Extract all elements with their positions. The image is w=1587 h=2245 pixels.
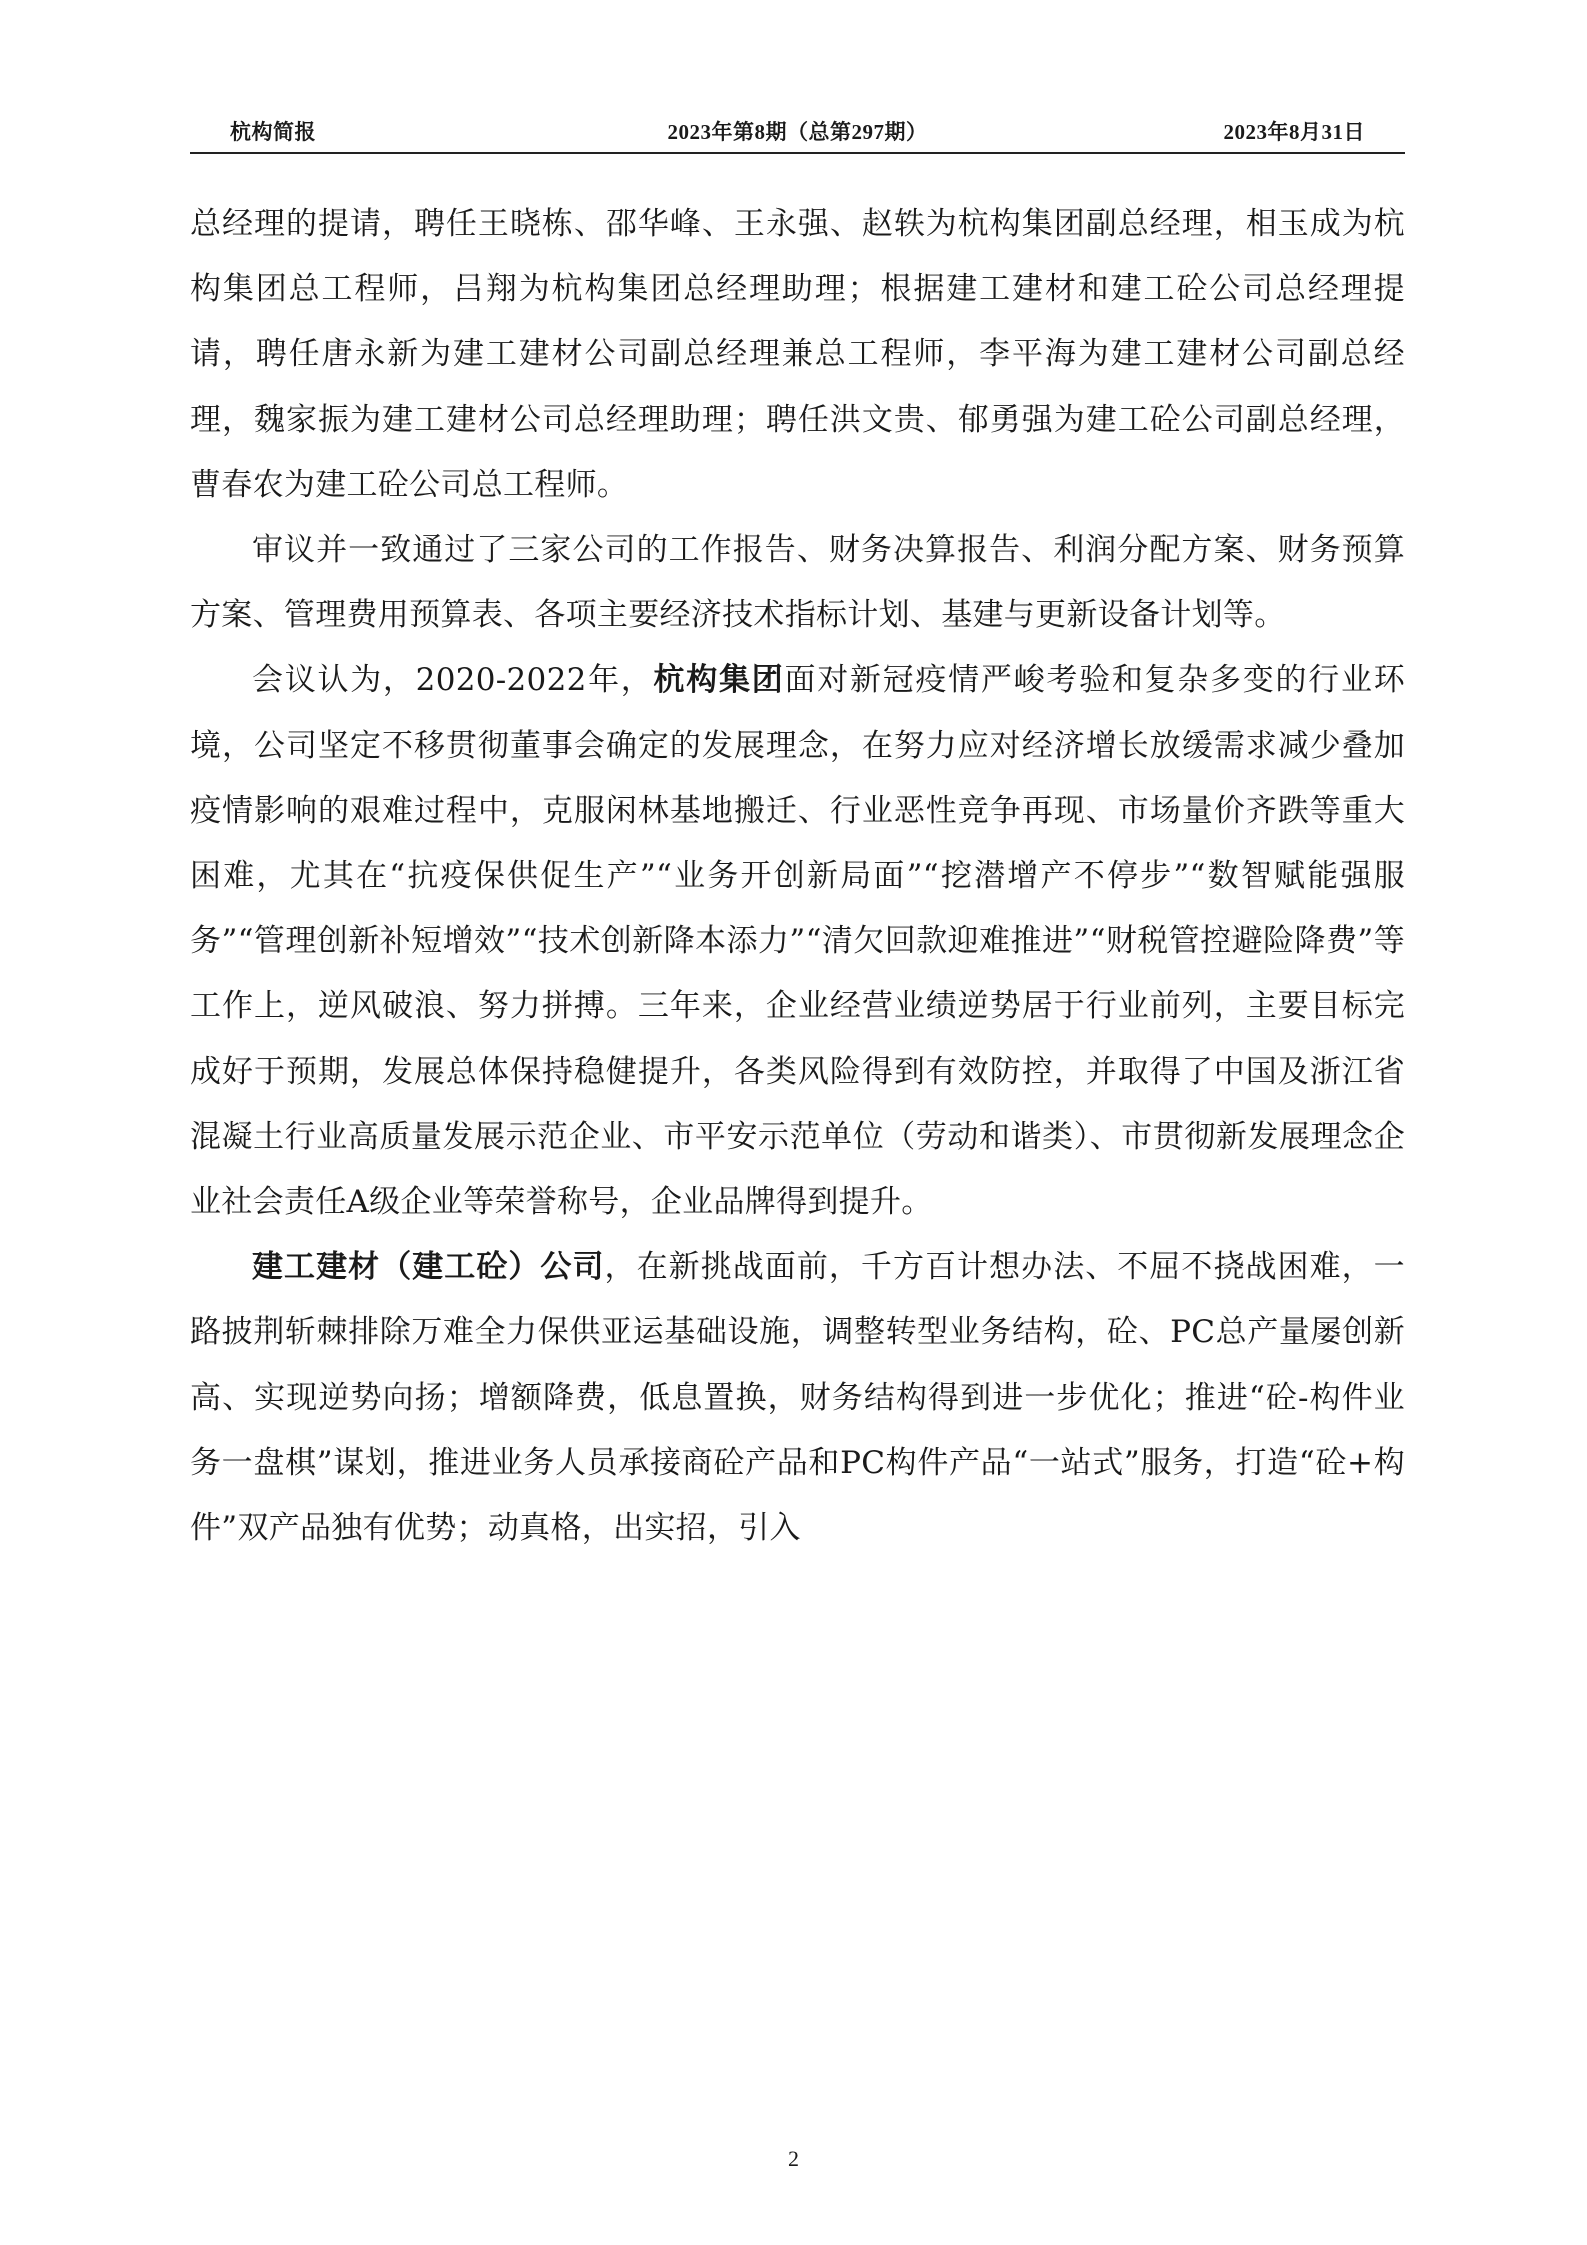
paragraph-text: 审议并一致通过了三家公司的工作报告、财务决算报告、利润分配方案、财务预算方案、管理费用预算表、各项主要经济技术指标计划、基建与更新设备计划等。 [190,532,1405,634]
paragraph-lead: 会议认为，2020-2022年， [252,662,654,699]
header-issue: 2023年第8期（总第297期） [667,120,928,144]
paragraph-appointments [190,192,1405,518]
page-number: 2 [788,2146,799,2171]
paragraph-bold-subject: 杭构集团 [653,662,785,699]
paragraph-bold-subject: 建工建材（建工砼）公司 [252,1249,605,1286]
paragraph-group-review [190,648,1405,1235]
paragraph-subsidiary-review [190,1235,1405,1561]
header-publication-name: 杭构简报 [230,120,316,144]
paragraph-reports-approved [190,518,1405,648]
paragraph-text: 面对新冠疫情严峻考验和复杂多变的行业环境，公司坚定不移贯彻董事会确定的发展理念，在努力应对经济增长放缓需求减少叠加疫情影响的艰难过程中，克服闲林基地搬迁、行业恶性竞争再现、市场量价齐跌等重大困难，尤其在“抗疫保供促生产”“业务开创新局面”“挖潜增产不停步”“数智赋能强服务”“管理创新补短增效”“技术创新降本添力”“清欠回款迎难推进”“财税管控避险降费”等工作上，逆风破浪、努力拼搏。三年来，企业经营业绩逆势居于行业前列，主要目标完成好于预期，发展总体保持稳健提升，各类风险得到有效防控，并取得了中国及浙江省混凝土行业高质量发展示范企业、市平安示范单位（劳动和谐类）、市贯彻新发展理念企业社会责任A级企业等荣誉称号，企业品牌得到提升。 [190,662,1406,1221]
paragraph-text: 总经理的提请，聘任王晓栋、邵华峰、王永强、赵轶为杭构集团副总经理，相玉成为杭构集团总工程师，吕翔为杭构集团总经理助理；根据建工建材和建工砼公司总经理提请，聘任唐永新为建工建材公司副总经理兼总工程师，李平海为建工建材公司副总经理，魏家振为建工建材公司总经理助理；聘任洪文贵、郁勇强为建工砼公司副总经理，曹春农为建工砼公司总工程师。 [190,206,1405,503]
article-body [190,192,1405,1561]
paragraph-text: ，在新挑战面前，千方百计想办法、不屈不挠战困难，一路披荆斩棘排除万难全力保供亚运基础设施，调整转型业务结构，砼、PC总产量屡创新高、实现逆势向扬；增额降费，低息置换，财务结构得到进一步优化；推进“砼-构件业务一盘棋”谋划，推进业务人员承接商砼产品和PC构件产品“一站式”服务，打造“砼+构件”双产品独有优势；动真格，出实招，引入 [190,1249,1405,1547]
header-date: 2023年8月31日 [1223,120,1365,144]
page-header [190,112,1405,154]
